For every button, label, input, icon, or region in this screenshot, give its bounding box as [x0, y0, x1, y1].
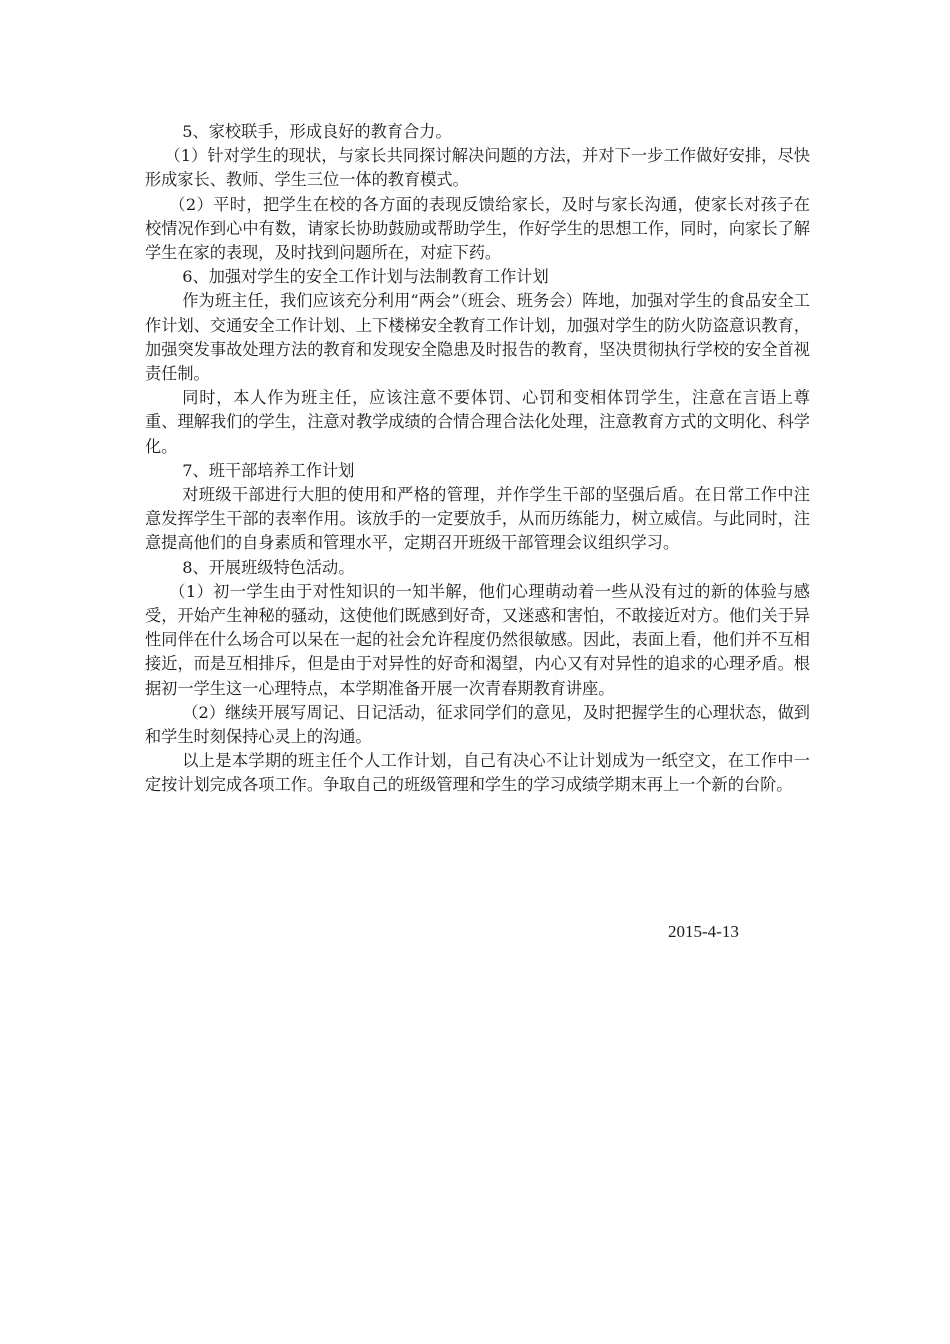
- paragraph-6-1: 作为班主任，我们应该充分利用“两会”（班会、班务会）阵地，加强对学生的食品安全工作计划、交通安全工作计划、上下楼梯安全教育工作计划，加强对学生的防火防盗意识教育，加强突发事故处理方法的教育和发现安全隐患及时报告的教育，坚决贯彻执行学校的安全首视责任制。: [145, 291, 810, 384]
- section-heading-8: 8、开展班级特色活动。: [182, 557, 355, 577]
- section-heading-7: 7、班干部培养工作计划: [182, 460, 355, 480]
- document-date: 2015-4-13: [668, 922, 739, 941]
- paragraph-8-2: （2）继续开展写周记、日记活动，征求同学们的意见，及时把握学生的心理状态，做到和学生时刻保持心灵上的沟通。: [145, 702, 810, 747]
- paragraph-8-1: （1）初一学生由于对性知识的一知半解，他们心理萌动着一些从没有过的新的体验与感受，开始产生神秘的骚动，这使他们既感到好奇，又迷惑和害怕，不敢接近对方。他们关于异性同伴在什么场合可以呆在一起的社会允许程度仍然很敏感。因此，表面上看，他们并不互相接近，而是互相排斥，但是由于对异性的好奇和渴望，内心又有对异性的追求的心理矛盾。根据初一学生这一心理特点，本学期准备开展一次青春期教育讲座。: [145, 581, 810, 698]
- paragraph-7-1: 对班级干部进行大胆的使用和严格的管理，并作学生干部的坚强后盾。在日常工作中注意发挥学生干部的表率作用。该放手的一定要放手，从而历练能力，树立威信。与此同时，注意提高他们的自身素质和管理水平，定期召开班级干部管理会议组织学习。: [145, 485, 810, 553]
- paragraph-5-1: （1）针对学生的现状，与家长共同探讨解决问题的方法，并对下一步工作做好安排，尽快形成家长、教师、学生三位一体的教育模式。: [145, 146, 810, 190]
- closing-paragraph: 以上是本学期的班主任个人工作计划，自己有决心不让计划成为一纸空文，在工作中一定按计划完成各项工作。争取自己的班级管理和学生的学习成绩学期末再上一个新的台阶。: [145, 751, 810, 795]
- paragraph-5-2: （2）平时，把学生在校的各方面的表现反馈给家长，及时与家长沟通，使家长对孩子在校情况作到心中有数，请家长协助鼓励或帮助学生，作好学生的思想工作，同时，向家长了解学生在家的表现，及时找到问题所在，对症下药。: [145, 194, 810, 263]
- section-heading-6: 6、加强对学生的安全工作计划与法制教育工作计划: [182, 267, 549, 287]
- document-body: [145, 120, 810, 798]
- paragraph-6-2: 同时，本人作为班主任，应该注意不要体罚、心罚和变相体罚学生，注意在言语上尊重、理解我们的学生，注意对教学成绩的合情合理合法化处理，注意教育方式的文明化、科学化。: [145, 388, 810, 456]
- section-heading-5: 5、家校联手，形成良好的教育合力。: [182, 122, 452, 141]
